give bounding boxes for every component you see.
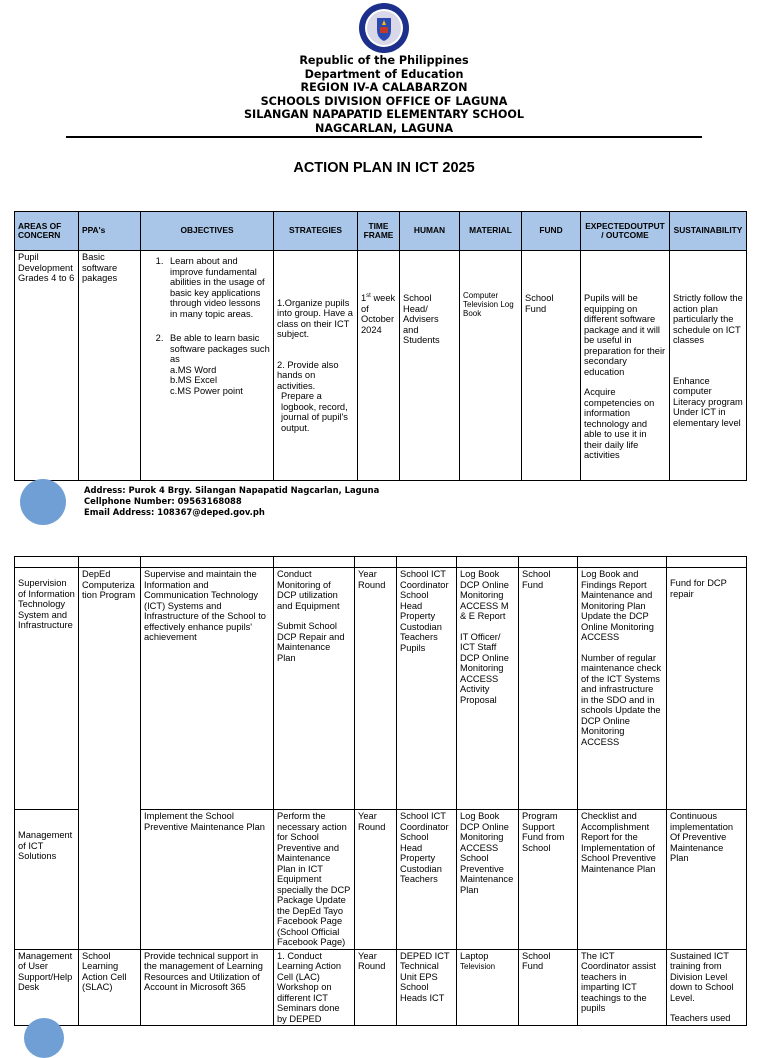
cell-area: Management of ICT Solutions [15, 810, 79, 950]
header-line-4: SCHOOLS DIVISION OFFICE OF LAGUNA [260, 94, 508, 108]
time-frame-number: 1 [361, 293, 367, 304]
outcome-2: Number of regular maintenance check of the ICT Systems and infrastructure in the SDO and in schools Update the DCP Online Monitoring ACCESS [581, 652, 662, 747]
table-row [15, 568, 747, 810]
cell-human: School Head/ Advisers and Students [400, 251, 460, 481]
document-title: ACTION PLAN IN ICT 2025 [293, 160, 475, 176]
cell-strategies: 1. Conduct Learning Action Cell (LAC) Workshop on different ICT Seminars done by DEPED [274, 949, 355, 1026]
cell-strategies [274, 568, 355, 810]
cell-fund: School Fund [519, 568, 578, 810]
strategy-3: Prepare a logbook, record, journal of pupil's output. [281, 391, 348, 433]
time-frame-text: week of October 2024 [361, 293, 396, 335]
objective-2-item: b.MS Excel [170, 375, 218, 385]
cell-human: DEPED ICT Technical Unit EPS School Heads ICT [397, 949, 457, 1026]
col-header-time-frame: TIME FRAME [358, 212, 400, 251]
cell-sustainability: Continuous implementation Of Preventive Maintenance Plan [667, 810, 747, 950]
cell-material: Computer Television Log Book [460, 251, 522, 481]
sustainability-1: Strictly follow the action plan particularly the schedule on ICT classes [673, 293, 743, 345]
cell-material [457, 949, 519, 1026]
header-divider [66, 136, 702, 138]
action-plan-table-2 [14, 556, 747, 1026]
cell-strategies [274, 251, 358, 481]
cell-material: Log Book DCP Online Monitoring ACCESS School Preventive Maintenance Plan [457, 810, 519, 950]
cell-time-frame: Year Round [355, 949, 397, 1026]
objective-2-text: Be able to learn basic software packages such as [170, 333, 270, 364]
header-line-6: NAGCARLAN, LAGUNA [314, 121, 454, 135]
strategy-2: 2. Provide also hands on activities. [277, 359, 339, 391]
sustainability-2: Enhance computer Literacy program Under ICT in elementary level [673, 375, 743, 428]
cell-objectives: Implement the School Preventive Maintenance Plan [141, 810, 274, 950]
outcome-2: Acquire competencies on information technology and able to use it in their daily life activities [584, 387, 655, 460]
decorative-circle [20, 479, 66, 525]
cell-outcome: Checklist and Accomplishment Report for the Implementation of School Preventive Maintenance Plan [578, 810, 667, 950]
decorative-circle [24, 1018, 64, 1058]
col-header-material: MATERIAL [460, 212, 522, 251]
cell-time-frame: Year Round [355, 810, 397, 950]
objective-2-item: a.MS Word [170, 364, 217, 375]
header-line-3: REGION IV-A CALABARZON [300, 81, 468, 95]
material-2: IT Officer/ ICT Staff DCP Online Monitoring ACCESS Activity Proposal [460, 631, 509, 705]
cell-ppa: School Learning Action Cell (SLAC) [79, 949, 141, 1026]
col-header-human: HUMAN [400, 212, 460, 251]
strategy-2: Submit School DCP Repair and Maintenance Plan [277, 621, 345, 663]
col-header-objectives: OBJECTIVES [141, 212, 274, 251]
table-row [15, 949, 747, 1026]
outcome-1: Pupils will be equipping on different software package and it will be useful in preparation for their secondary education [584, 293, 666, 377]
strategy-1: Conduct Monitoring of DCP utilization and Equipment [277, 569, 340, 611]
cell-fund: Program Support Fund from School [519, 810, 578, 950]
sustainability-1: Sustained ICT training from Division Level down to School Level. [670, 950, 734, 1003]
contact-info [84, 485, 379, 518]
cell-area: Management of User Support/Help Desk [15, 949, 79, 1026]
cell-objectives: Provide technical support in the management of Learning Resources and Utilization of Account in Microsoft 365 [141, 949, 274, 1026]
deped-seal-logo [358, 2, 410, 54]
cell-outcome [578, 568, 667, 810]
col-header-area: AREAS OF CONCERN [15, 212, 79, 251]
cell-material [457, 568, 519, 810]
table-row [15, 251, 747, 481]
letterhead [0, 54, 768, 136]
cell-strategies: Perform the necessary action for School Preventive and Maintenance Plan in ICT Equipment specially the DCP Package Update the DepEd Tayo Facebook Page (School Official Facebook Page) [274, 810, 355, 950]
cell-area: Supervision of Information Technology System and Infrastructure [15, 568, 79, 810]
cell-time-frame [358, 251, 400, 481]
cell-objectives: Supervise and maintain the Information and Communication Technology (ICT) Systems and Infrastructure of the School to effectively enhance pupils' achievement [141, 568, 274, 810]
time-frame-suffix: st [366, 293, 371, 299]
col-header-outcome: EXPECTEDOUTPUT / OUTCOME [581, 212, 670, 251]
objective-2-item: c.MS Power point [170, 385, 243, 396]
col-header-strategies: STRATEGIES [274, 212, 358, 251]
material-1: Laptop [460, 950, 489, 961]
action-plan-table-1 [14, 211, 747, 481]
email-text: Email Address: 108367@deped.gov.ph [84, 507, 265, 517]
cell-time-frame: Year Round [355, 568, 397, 810]
header-line-5: SILANGAN NAPAPATID ELEMENTARY SCHOOL [243, 108, 524, 122]
address-text: Address: Purok 4 Brgy. Silangan Napapatid Nagcarlan, Laguna [84, 485, 380, 495]
cell-sustainability [667, 949, 747, 1026]
table-spacer-row [15, 557, 747, 568]
cell-area: Pupil Development Grades 4 to 6 [15, 251, 79, 481]
col-header-sustainability: SUSTAINABILITY [670, 212, 747, 251]
table-header-row [15, 212, 747, 251]
cell-sustainability: Fund for DCP repair [667, 568, 747, 810]
material-1: Log Book DCP Online Monitoring ACCESS M & E Report [460, 569, 509, 621]
header-line-1: Republic of the Philippines [299, 54, 469, 67]
col-header-ppa: PPA's [79, 212, 141, 251]
strategy-1: 1.Organize pupils into group. Have a class on their ICT subject. [277, 297, 353, 340]
cell-ppa: DepEd Computerization Program [79, 568, 141, 950]
cell-objectives [141, 251, 274, 481]
cell-outcome: The ICT Coordinator assist teachers in imparting ICT teachings to the pupils [578, 949, 667, 1026]
sustainability-2: Teachers used [670, 1013, 731, 1023]
objective-1: 1. Learn about and improve fundamental abilities in the usage of basic key applications through video lessons in many topic areas. [166, 256, 270, 319]
material-2: Television [460, 962, 496, 971]
cell-human: School ICT Coordinator School Head Property Custodian Teachers [397, 810, 457, 950]
header-line-2: Department of Education [304, 67, 464, 81]
cell-sustainability [670, 251, 747, 481]
objective-2 [166, 333, 270, 396]
cell-human: School ICT Coordinator School Head Property Custodian Teachers Pupils [397, 568, 457, 810]
cell-fund: School Fund [522, 251, 581, 481]
phone-text: Cellphone Number: 09563168088 [84, 496, 242, 506]
cell-fund: School Fund [519, 949, 578, 1026]
outcome-1: Log Book and Findings Report Maintenance and Monitoring Plan Update the DCP Online Monitoring ACCESS [581, 569, 654, 642]
cell-ppa: Basic software pakages [79, 251, 141, 481]
cell-outcome [581, 251, 670, 481]
col-header-fund: FUND [522, 212, 581, 251]
